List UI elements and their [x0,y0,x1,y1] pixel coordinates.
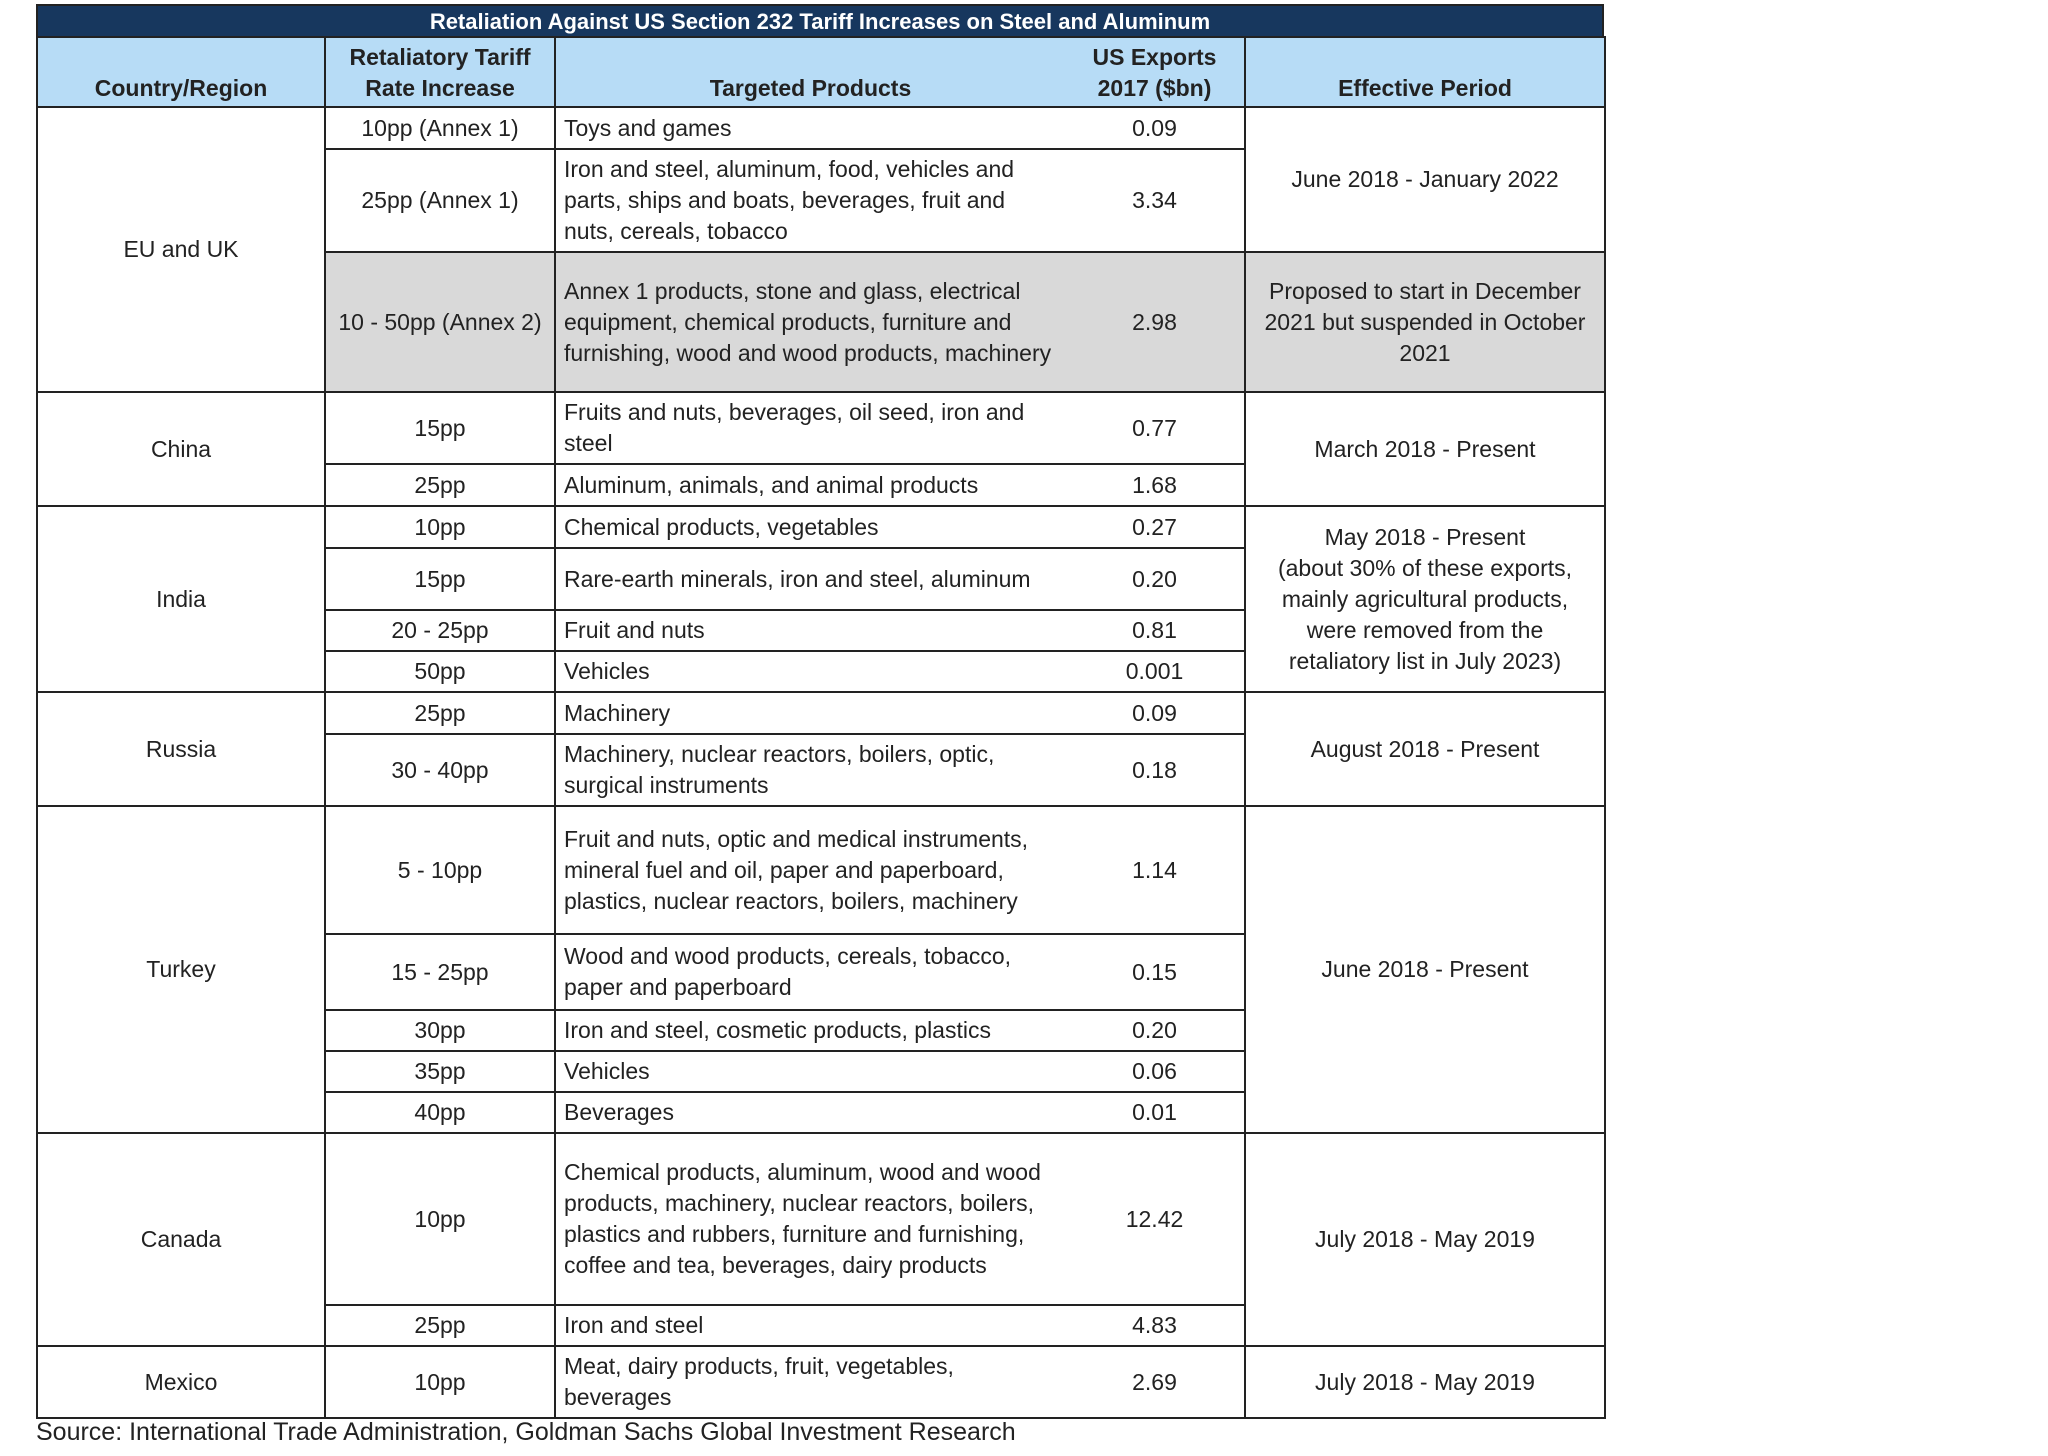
period-eu-uk: June 2018 - January 2022 [1245,107,1605,252]
products-cell: Vehicles [555,1051,1065,1092]
exports-cell: 1.14 [1065,806,1245,934]
products-cell: Machinery, nuclear reactors, boilers, optic, surgical instruments [555,734,1065,806]
products-cell: Iron and steel, cosmetic products, plastics [555,1010,1065,1051]
rate-cell: 40pp [325,1092,555,1133]
period-canada: July 2018 - May 2019 [1245,1133,1605,1346]
exports-cell: 0.27 [1065,506,1245,548]
period-russia: August 2018 - Present [1245,692,1605,806]
header-rate-line2: Rate Increase [365,75,515,101]
region-turkey: Turkey [37,806,325,1133]
rate-cell: 10pp [325,506,555,548]
table-row [37,392,1605,464]
rate-cell: 35pp [325,1051,555,1092]
region-canada: Canada [37,1133,325,1346]
period-mexico: July 2018 - May 2019 [1245,1346,1605,1418]
exports-cell: 0.18 [1065,734,1245,806]
rate-cell: 25pp (Annex 1) [325,149,555,252]
table-row [37,692,1605,734]
table-row [37,107,1605,149]
rate-cell: 50pp [325,651,555,692]
table-row [37,806,1605,934]
exports-cell: 1.68 [1065,464,1245,506]
rate-cell: 25pp [325,464,555,506]
exports-cell: 2.69 [1065,1346,1245,1418]
header-exports-line1: US Exports [1092,44,1217,70]
period-india [1245,506,1605,692]
region-eu-uk: EU and UK [37,107,325,392]
region-mexico: Mexico [37,1346,325,1418]
rate-cell: 25pp [325,692,555,734]
rate-cell: 30pp [325,1010,555,1051]
rate-cell: 25pp [325,1305,555,1346]
header-period [1245,37,1605,107]
header-exports-line2: 2017 ($bn) [1097,75,1212,101]
header-exports [1065,37,1245,107]
period-eu-annex2: Proposed to start in December 2021 but suspended in October 2021 [1245,252,1605,392]
exports-cell: 12.42 [1065,1133,1245,1305]
region-china: China [37,392,325,506]
exports-cell: 3.34 [1065,149,1245,252]
rate-cell: 5 - 10pp [325,806,555,934]
rate-cell: 10 - 50pp (Annex 2) [325,252,555,392]
exports-cell: 2.98 [1065,252,1245,392]
products-cell: Machinery [555,692,1065,734]
rate-cell: 10pp (Annex 1) [325,107,555,149]
retaliation-table [36,36,1606,1419]
table-row [37,1133,1605,1305]
rate-cell: 15pp [325,392,555,464]
products-cell: Iron and steel, aluminum, food, vehicles and parts, ships and boats, beverages, fruit and nuts, cereals, tobacco [555,149,1065,252]
products-cell: Vehicles [555,651,1065,692]
exports-cell: 0.20 [1065,548,1245,610]
products-cell: Aluminum, animals, and animal products [555,464,1065,506]
source-note: Source: International Trade Administration, Goldman Sachs Global Investment Research [36,1418,1016,1446]
rate-cell: 15 - 25pp [325,934,555,1010]
header-period-label: Effective Period [1338,75,1512,101]
exports-cell: 0.09 [1065,692,1245,734]
products-cell: Fruit and nuts [555,610,1065,651]
period-india-note: (about 30% of these exports, mainly agricultural products, were removed from the retaliatory list in July 2023) [1277,554,1573,674]
products-cell: Wood and wood products, cereals, tobacco, paper and paperboard [555,934,1065,1010]
header-rate [325,37,555,107]
exports-cell: 0.77 [1065,392,1245,464]
period-india-line1: May 2018 - Present [1324,523,1526,550]
region-india: India [37,506,325,692]
header-country [37,37,325,107]
table-title: Retaliation Against US Section 232 Tariff Increases on Steel and Aluminum [36,4,1604,36]
rate-cell: 10pp [325,1346,555,1418]
header-products-label: Targeted Products [709,75,912,101]
header-products [555,37,1065,107]
exports-cell: 0.20 [1065,1010,1245,1051]
rate-cell: 15pp [325,548,555,610]
header-country-label: Country/Region [94,75,268,101]
table-row [37,506,1605,548]
products-cell: Fruits and nuts, beverages, oil seed, iron and steel [555,392,1065,464]
period-turkey: June 2018 - Present [1245,806,1605,1133]
exports-cell: 0.81 [1065,610,1245,651]
products-cell: Beverages [555,1092,1065,1133]
rate-cell: 30 - 40pp [325,734,555,806]
products-cell: Meat, dairy products, fruit, vegetables, beverages [555,1346,1065,1418]
products-cell: Rare-earth minerals, iron and steel, aluminum [555,548,1065,610]
header-row [37,37,1605,107]
exports-cell: 0.01 [1065,1092,1245,1133]
period-china: March 2018 - Present [1245,392,1605,506]
table-row [37,1346,1605,1418]
region-russia: Russia [37,692,325,806]
exports-cell: 4.83 [1065,1305,1245,1346]
products-cell: Iron and steel [555,1305,1065,1346]
rate-cell: 10pp [325,1133,555,1305]
products-cell: Chemical products, vegetables [555,506,1065,548]
products-cell: Chemical products, aluminum, wood and wood products, machinery, nuclear reactors, boilers, plastics and rubbers, furniture and furnishing, coffee and tea, beverages, dairy products [555,1133,1065,1305]
header-rate-line1: Retaliatory Tariff [349,44,531,70]
products-cell: Annex 1 products, stone and glass, electrical equipment, chemical products, furniture and furnishing, wood and wood products, machinery [555,252,1065,392]
products-cell: Toys and games [555,107,1065,149]
products-cell: Fruit and nuts, optic and medical instruments, mineral fuel and oil, paper and paperboard, plastics, nuclear reactors, boilers, machinery [555,806,1065,934]
exports-cell: 0.15 [1065,934,1245,1010]
exports-cell: 0.06 [1065,1051,1245,1092]
exports-cell: 0.001 [1065,651,1245,692]
rate-cell: 20 - 25pp [325,610,555,651]
tariff-retaliation-table-document [36,4,1604,1419]
exports-cell: 0.09 [1065,107,1245,149]
